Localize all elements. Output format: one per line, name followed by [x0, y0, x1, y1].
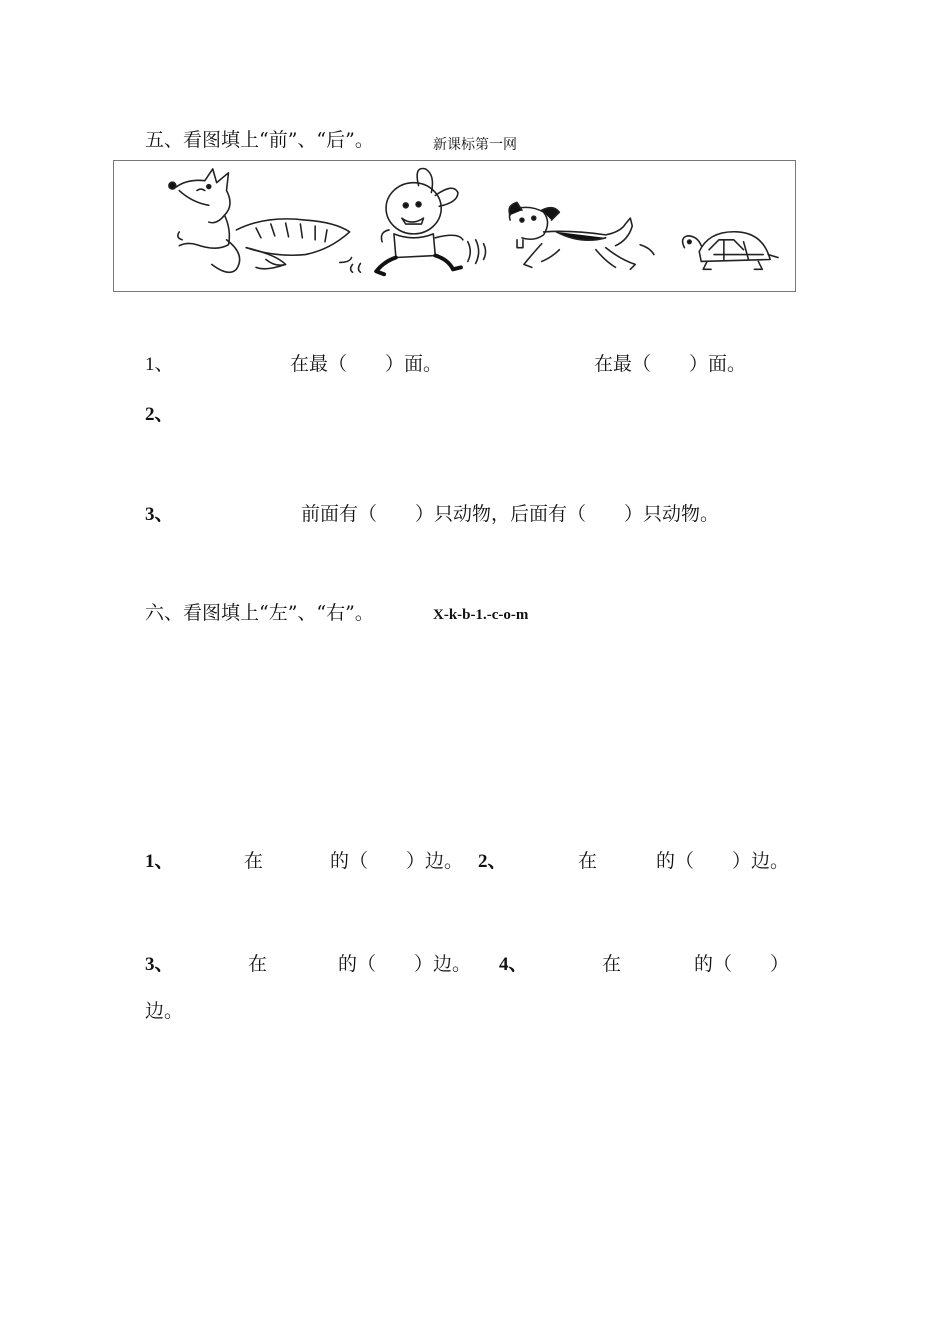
r4-bian: 边。 [145, 1000, 184, 1022]
r2-zai: 在 [578, 850, 598, 872]
r1-zai: 在 [244, 850, 264, 872]
r3-zai: 在 [248, 953, 268, 975]
animals-running-picture [113, 160, 796, 292]
r4-zai: 在 [602, 953, 622, 975]
r1-de-bian: 的（ ）边。 [330, 850, 464, 872]
turtle-icon [683, 232, 778, 270]
r2-number: 2、 [478, 851, 507, 872]
q3-number: 3、 [145, 504, 174, 525]
rabbit-icon [351, 168, 486, 274]
q1-blank-b: 在最（ ）面。 [594, 353, 747, 375]
r3-number: 3、 [145, 954, 174, 975]
r3-de-bian: 的（ ）边。 [338, 953, 472, 975]
q2-number: 2、 [145, 404, 174, 425]
section-six-title: 六、看图填上“左”、“右”。 [145, 602, 374, 624]
watermark-text: 新课标第一网 [433, 137, 517, 153]
q1-number: 1、 [145, 354, 174, 375]
dog-icon [509, 202, 654, 269]
q1-blank-a: 在最（ ）面。 [290, 353, 443, 375]
watermark-text-2: X-k-b-1.-c-o-m [433, 607, 529, 623]
r1-number: 1、 [145, 851, 174, 872]
r4-de-open: 的（ ） [694, 953, 790, 975]
r4-number: 4、 [499, 954, 528, 975]
r2-de-bian: 的（ ）边。 [656, 850, 790, 872]
fox-icon [169, 169, 352, 272]
q3-text: 前面有（ ）只动物，后面有（ ）只动物。 [301, 503, 720, 525]
section-five-title: 五、看图填上“前”、“后”。 [145, 129, 374, 151]
